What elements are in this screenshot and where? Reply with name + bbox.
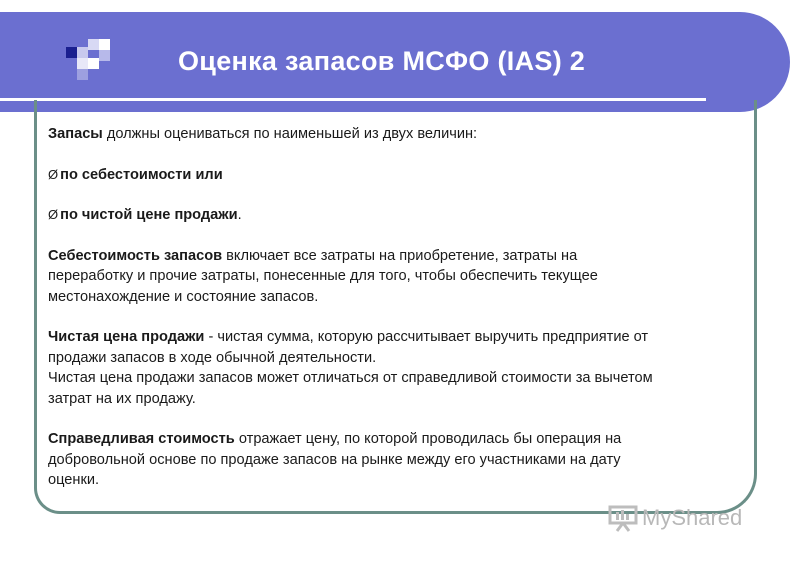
list-item [48,205,760,226]
arrow-bullet-icon: Ø [48,166,59,182]
presentation-board-icon [608,504,638,532]
nrv-term: Чистая цена продажи [48,329,205,345]
bullet-suffix: . [237,207,242,223]
fair-value-term: Справедливая стоимость [48,431,235,447]
bullet-text: по чистой цене продажи [60,207,238,223]
cost-paragraph: Себестоимость запасов включает все затраты на приобретение, затраты на [48,247,578,264]
cost-line: местонахождение и состояние запасов. [48,288,319,305]
header-band [0,12,790,112]
cost-line: переработку и прочие затраты, понесенные для того, чтобы обеспечить текущее [48,268,598,284]
nrv-line: продажи запасов в ходе обычной деятельности. [48,349,377,366]
nrv-line: затрат на их продажу. [48,390,196,407]
watermark [608,504,742,532]
page-title: Оценка запасов МСФО (IAS) 2 [178,46,586,76]
list-item [48,165,760,186]
intro-paragraph [48,124,760,145]
fair-value-line: добровольной основе по продаже запасов на рынке между его участниками на дату [48,451,621,468]
intro-term: Запасы [48,126,103,142]
fair-value-line: оценки. [48,472,100,488]
fair-value-paragraph: Справедливая стоимость отражает цену, по которой проводилась бы операция на [48,431,622,447]
nrv-paragraph: Чистая цена продажи - чистая сумма, которую рассчитывает выручить предприятие от [48,329,649,345]
arrow-bullet-icon: Ø [48,207,59,222]
cost-term: Себестоимость запасов [48,247,223,264]
nrv-line: Чистая цена продажи запасов может отличаться от справедливой стоимости за вычетом [48,370,653,386]
bullet-text: по себестоимости или [60,166,223,183]
slide-body [48,124,760,491]
intro-text: должны оцениваться по наименьшей из двух величин: [102,126,478,142]
watermark-text: MyShared [642,505,743,530]
mosaic-logo-icon [66,39,114,79]
